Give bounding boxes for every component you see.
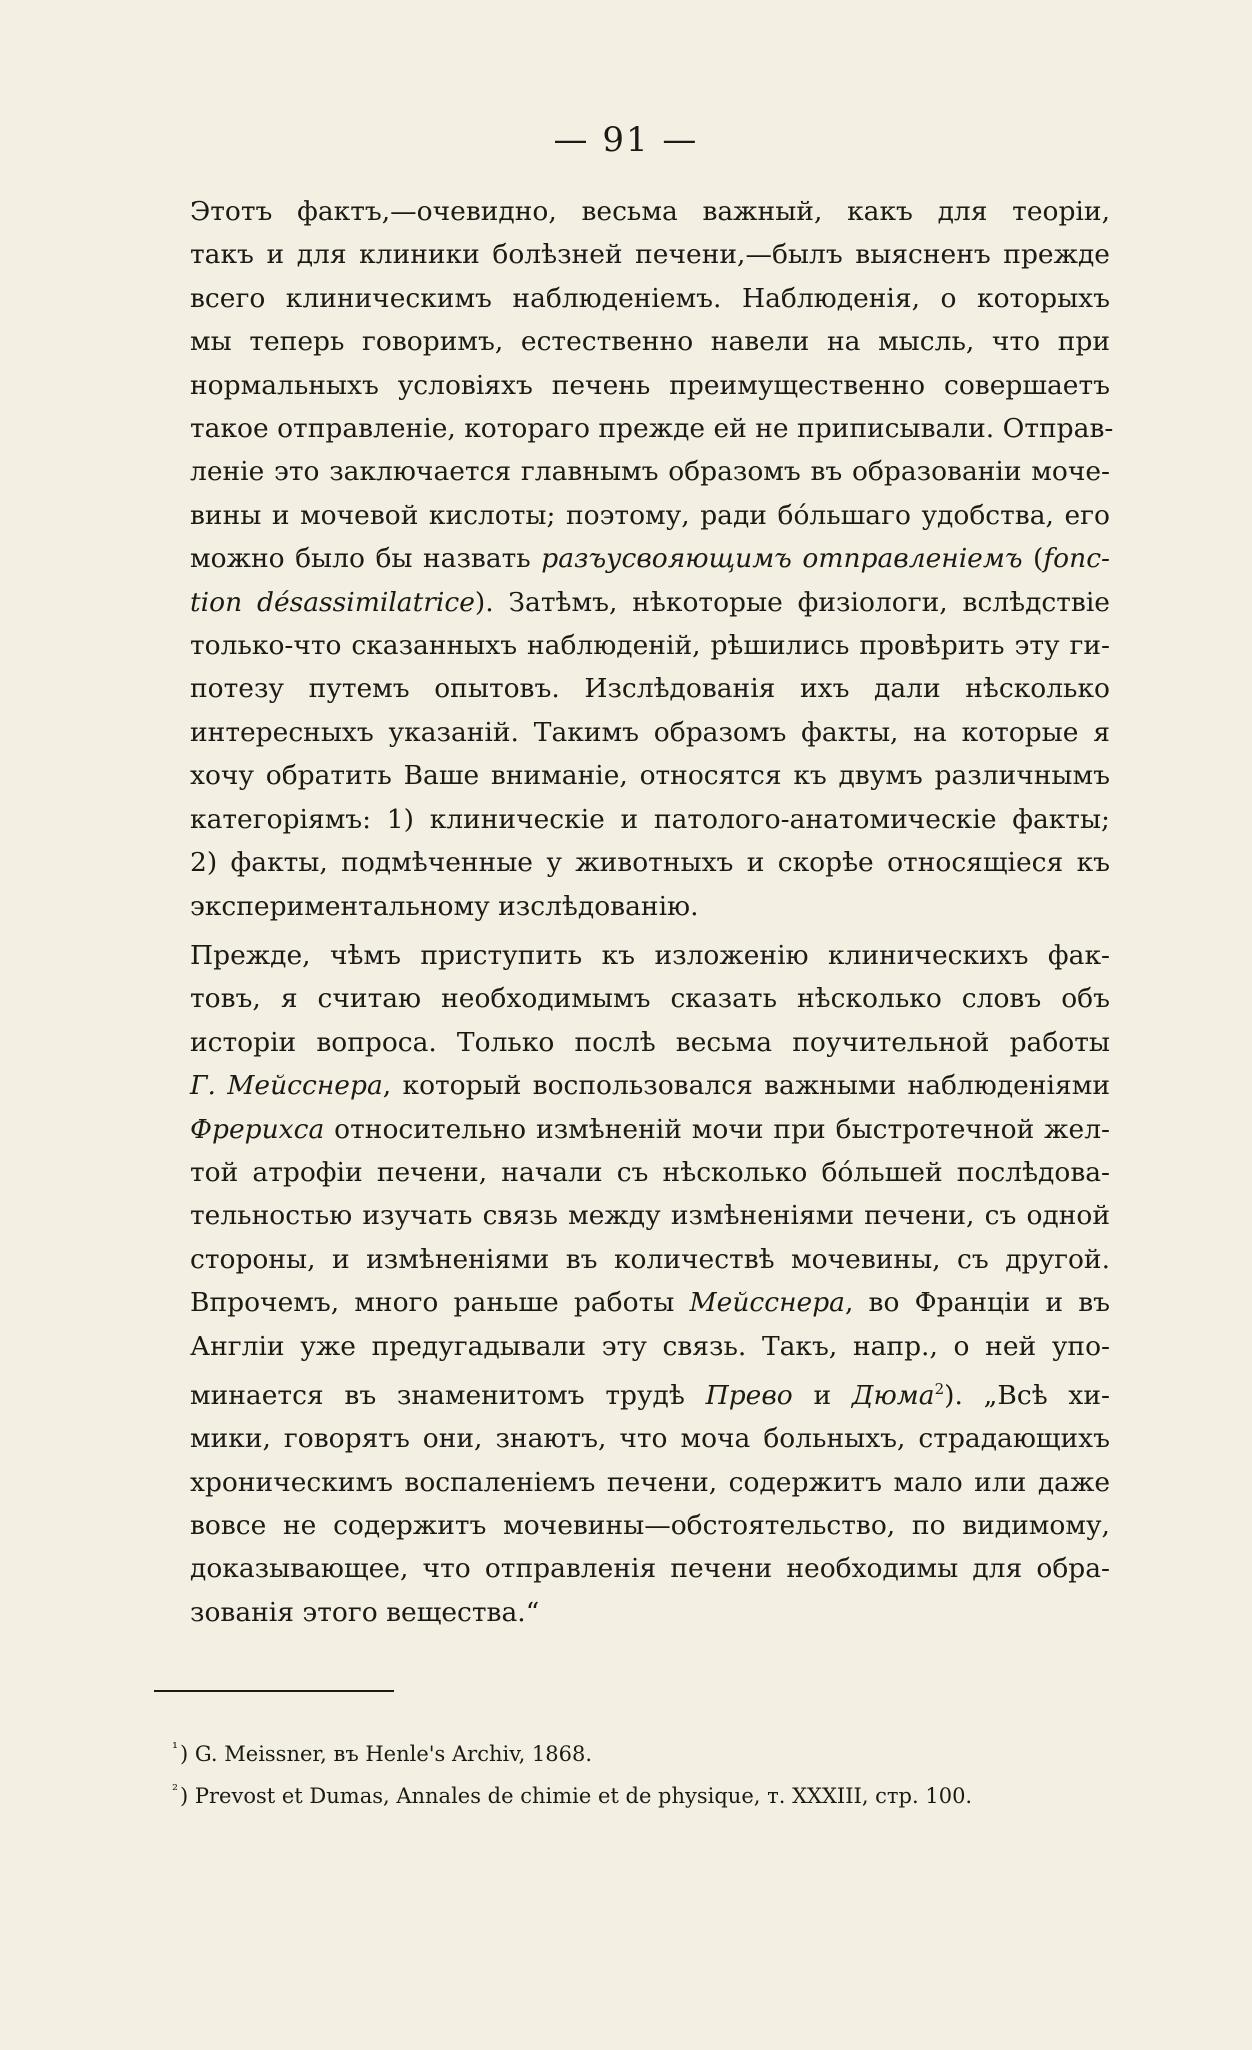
text-line: тельностью изучать связь между измѣненіями печени, съ одной bbox=[190, 1200, 1110, 1232]
text-line: хроническимъ воспаленіемъ печени, содержитъ мало или даже bbox=[190, 1466, 1110, 1498]
body-text bbox=[152, 190, 1114, 1634]
text-line: такое отправленіе, котораго прежде ей не приписывали. Отправ- bbox=[190, 413, 1114, 445]
text-line: нормальныхъ условіяхъ печень преимущественно совершаетъ bbox=[190, 369, 1110, 401]
text-run: , во Франціи и въ bbox=[844, 1287, 1110, 1319]
text-run: и bbox=[792, 1379, 852, 1411]
text-line: вины и мочевой кислоты; поэтому, ради бо́льшаго удобства, его bbox=[190, 499, 1110, 531]
paragraph-1 bbox=[152, 190, 1114, 928]
text-line: доказывающее, что отправленія печени необходимы для обра- bbox=[190, 1553, 1110, 1585]
text-line: товъ, я считаю необходимымъ сказать нѣсколько словъ объ bbox=[190, 983, 1110, 1015]
text-line: исторіи вопроса. Только послѣ весьма поучительной работы bbox=[190, 1026, 1110, 1058]
italic-name: Мейсснера bbox=[689, 1287, 845, 1319]
text-line: вовсе не содержитъ мочевины—обстоятельство, по видимому, bbox=[190, 1510, 1110, 1542]
text-run: можно было бы назвать bbox=[190, 543, 542, 575]
text-line: 2) факты, подмѣченные у животныхъ и скорѣе относящіеся къ bbox=[190, 847, 1110, 879]
footnote-mark: ¹ bbox=[172, 1739, 179, 1757]
italic-term: fonc- bbox=[1043, 543, 1111, 575]
footnote-2 bbox=[172, 1772, 1112, 1814]
text-line: мы теперь говоримъ, естественно навели на мысль, что при bbox=[190, 326, 1110, 358]
footnote-text: ) G. Meissner, въ Henle's Archiv, 1868. bbox=[180, 1742, 593, 1766]
footnote-text: ) Prevost et Dumas, Annales de chimie et de physique, т. XXXIII, стр. 100. bbox=[180, 1784, 973, 1808]
text-line: такъ и для клиники болѣзней печени,—былъ выясненъ прежде bbox=[190, 239, 1110, 271]
text-line bbox=[152, 1368, 1110, 1417]
text-run: ). Затѣмъ, нѣкоторые физіологи, вслѣдствіе bbox=[474, 586, 1110, 618]
italic-name: Фрерихса bbox=[190, 1113, 325, 1145]
text-line bbox=[152, 1064, 1110, 1107]
footnote-1 bbox=[172, 1730, 1112, 1772]
text-line: стороны, и измѣненіями въ количествѣ мочевины, съ другой. bbox=[190, 1243, 1110, 1275]
text-line: только-что сказанныхъ наблюденій, рѣшились провѣрить эту ги- bbox=[190, 630, 1110, 662]
text-line bbox=[152, 1108, 1110, 1151]
text-run: , который воспользовался важными наблюденіями bbox=[382, 1070, 1110, 1102]
text-run: относительно измѣненій мочи при быстротечной жел- bbox=[324, 1113, 1110, 1145]
text-line: экспериментальному изслѣдованію. bbox=[190, 890, 699, 922]
footnote-mark: ² bbox=[172, 1781, 179, 1799]
italic-name: Прево bbox=[705, 1379, 793, 1411]
text-line: всего клиническимъ наблюденіемъ. Наблюденія, о которыхъ bbox=[190, 282, 1110, 314]
italic-term: разъусвояющимъ отправленіемъ bbox=[541, 543, 1023, 575]
text-line bbox=[152, 537, 1110, 580]
text-line: Прежде, чѣмъ приступить къ изложенію клиническихъ фак- bbox=[190, 939, 1110, 971]
italic-name: Г. Мейсснера bbox=[190, 1070, 383, 1102]
text-line: мики, говорятъ они, знаютъ, что моча больныхъ, страдающихъ bbox=[190, 1423, 1110, 1455]
text-line: Этотъ фактъ,—очевидно, весьма важный, какъ для теоріи, bbox=[190, 196, 1110, 227]
footnote-rule bbox=[154, 1690, 394, 1692]
page-number: — 91 — bbox=[553, 120, 699, 160]
italic-term: tion désassimilatrice bbox=[190, 586, 475, 618]
footnote-reference: 2 bbox=[934, 1379, 945, 1398]
text-line bbox=[152, 1281, 1110, 1324]
text-run: ). „Всѣ хи- bbox=[944, 1379, 1110, 1411]
paragraph-2 bbox=[152, 934, 1110, 1634]
text-run: ( bbox=[1022, 543, 1044, 575]
text-line: хочу обратить Ваше вниманіе, относятся къ двумъ различнымъ bbox=[190, 760, 1110, 792]
text-line: потезу путемъ опытовъ. Изслѣдованія ихъ дали нѣсколько bbox=[190, 673, 1110, 705]
text-line: интересныхъ указаній. Такимъ образомъ факты, на которые я bbox=[190, 716, 1110, 748]
footnotes bbox=[172, 1730, 1112, 1814]
text-line: Англіи уже предугадывали эту связь. Такъ, напр., о ней упо- bbox=[190, 1330, 1110, 1362]
text-line: категоріямъ: 1) клиническіе и патолого-анатомическіе факты; bbox=[190, 803, 1110, 835]
text-line: зованія этого вещества.“ bbox=[190, 1596, 540, 1628]
text-run: Впрочемъ, много раньше работы bbox=[190, 1287, 690, 1319]
italic-name: Дюма bbox=[851, 1379, 935, 1411]
text-line: той атрофіи печени, начали съ нѣсколько бо́льшей послѣдова- bbox=[190, 1156, 1110, 1188]
text-run: минается въ знаменитомъ трудѣ bbox=[190, 1379, 706, 1411]
text-line bbox=[152, 581, 1110, 624]
text-line: леніе это заключается главнымъ образомъ въ образованіи моче- bbox=[190, 456, 1110, 488]
